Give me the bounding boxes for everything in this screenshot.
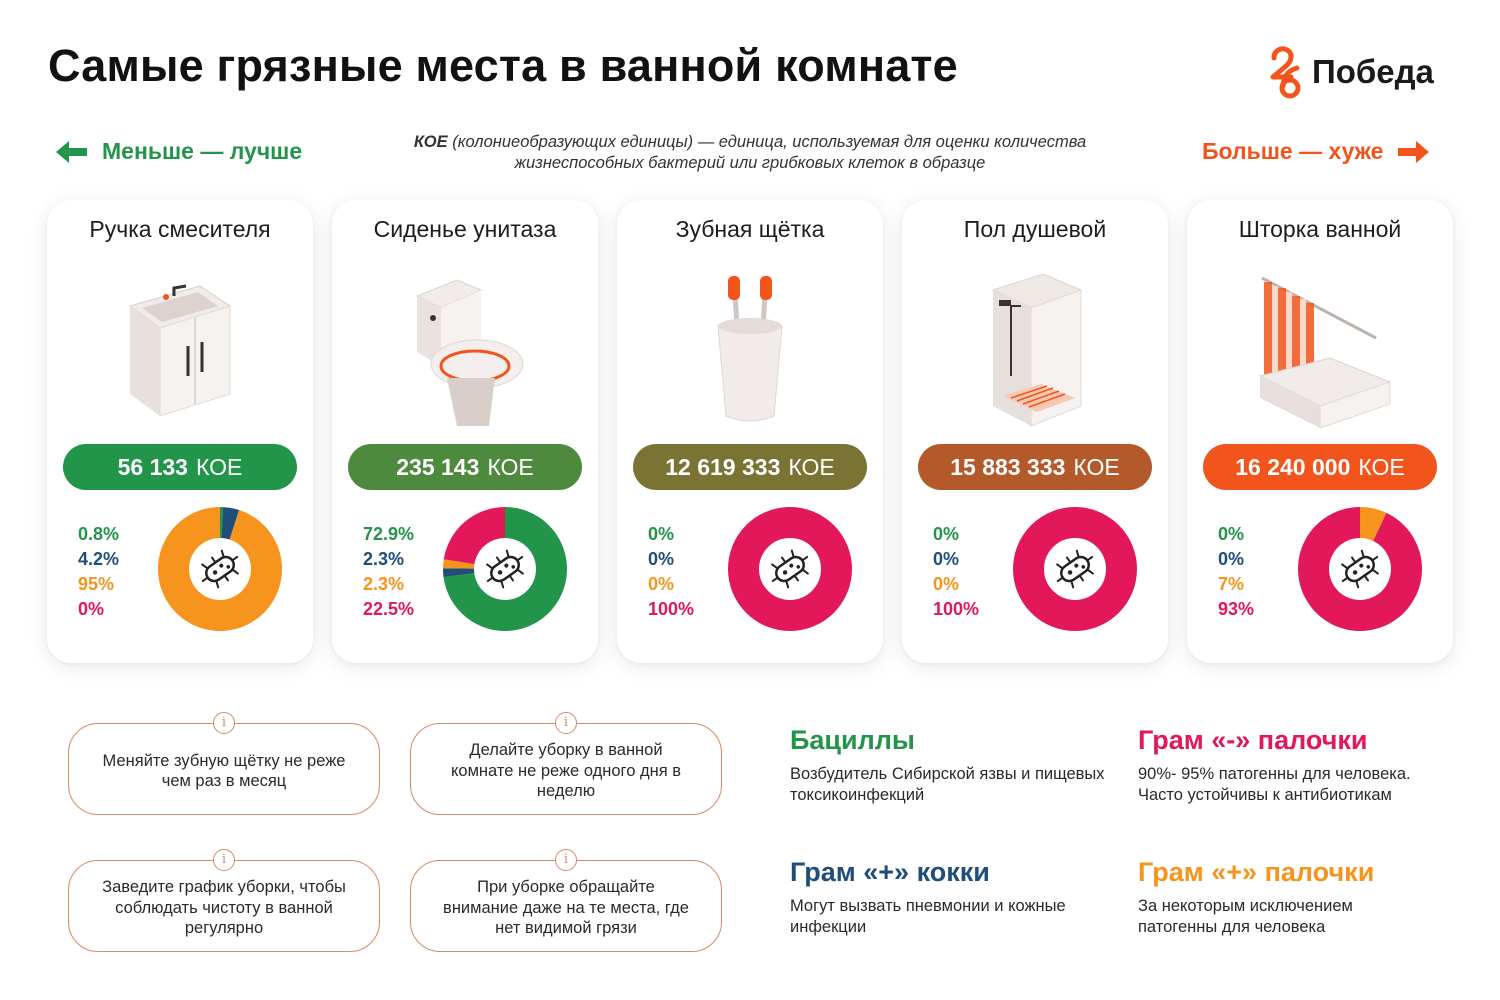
percent-gram-neg-rods: 93% (1218, 599, 1255, 619)
legend-less-is-better (56, 138, 302, 165)
percent-gram-neg-rods: 0% (78, 599, 105, 619)
info-icon: i (555, 712, 577, 734)
percent-gram-neg-rods: 100% (933, 599, 980, 619)
arrow-right-icon (1397, 141, 1429, 163)
tip-box (410, 851, 722, 952)
logo (1266, 44, 1434, 100)
card-faucet-handle (47, 200, 313, 663)
toilet-icon (385, 266, 545, 436)
arrow-left-icon (56, 141, 88, 163)
donut-chart (157, 506, 283, 632)
percent-bacilli: 0% (1218, 524, 1245, 544)
card-title: Пол душевой (963, 216, 1107, 242)
legend-more-is-worse (1202, 138, 1429, 165)
percent-gram-pos-cocci: 4.2% (78, 549, 120, 569)
card-title: Ручка смесителя (89, 216, 271, 242)
sink-cabinet-icon (100, 266, 260, 436)
tip-box (410, 714, 722, 815)
percent-gram-neg-rods: 100% (648, 599, 695, 619)
legend-right-label: Больше — хуже (1202, 138, 1384, 164)
card-title: Зубная щётка (675, 216, 825, 242)
donut-slice-gram-neg-rods (444, 507, 505, 564)
cfu-unit: КОЕ (487, 453, 534, 480)
percent-gram-pos-rods: 0% (933, 574, 960, 594)
percent-list (78, 522, 119, 622)
percent-gram-pos-cocci: 2.3% (363, 549, 405, 569)
note-term: КОЕ (413, 133, 448, 151)
card-title: Шторка ванной (1238, 216, 1402, 242)
cfu-value: 12 619 333 (665, 453, 781, 480)
cfu-value-pill (918, 444, 1152, 490)
percent-gram-pos-cocci: 0% (648, 549, 675, 569)
info-icon: i (555, 849, 577, 871)
cfu-unit: КОЕ (1073, 453, 1120, 480)
page-title: Самые грязные места в ванной комнате (48, 40, 958, 91)
percent-gram-pos-rods: 0% (648, 574, 675, 594)
donut-chart (727, 506, 853, 632)
percent-gram-neg-rods: 22.5% (363, 599, 415, 619)
donut-slice-gram-neg-rods (744, 523, 837, 616)
bacteria-desc: За некоторым исключением патогенны для человека (1138, 897, 1353, 936)
donut-slice-gram-neg-rods (1298, 507, 1422, 631)
percent-bacilli: 0% (933, 524, 960, 544)
tip-text: Делайте уборку в ванной комнате не реже одного дня в неделю (451, 741, 681, 801)
tip-box (68, 714, 380, 815)
cfu-unit: КОЕ (1358, 453, 1405, 480)
bacteria-name: Грам «-» палочки (1138, 725, 1368, 755)
donut-chart (1012, 506, 1138, 632)
bacterium-icon (765, 545, 815, 592)
bacteria-name: Бациллы (790, 725, 915, 755)
bacteria-name: Грам «+» палочки (1138, 857, 1375, 887)
tip-box (68, 851, 380, 952)
shower-cabin-icon (955, 266, 1115, 436)
donut-slice-gram-neg-rods (1029, 523, 1122, 616)
card-title: Сиденье унитаза (373, 216, 557, 242)
cfu-value-pill (633, 444, 867, 490)
percent-bacilli: 0% (648, 524, 675, 544)
donut-chart (442, 506, 568, 632)
legend-left-label: Меньше — лучше (102, 138, 303, 164)
donut-slice-gram-pos-rods (158, 507, 282, 631)
bacteria-desc: Могут вызвать пневмонии и кожные инфекции (790, 897, 1066, 936)
cfu-value: 235 143 (396, 453, 480, 480)
info-icon: i (213, 849, 235, 871)
cfu-value-pill (63, 444, 297, 490)
bacteria-desc: Возбудитель Сибирской язвы и пищевых токсикоинфекций (790, 765, 1105, 804)
toothbrush-cup-icon (670, 266, 830, 436)
bacteria-gram-pos-rods (1138, 857, 1468, 937)
bacterium-icon (1335, 545, 1385, 592)
bacteria-desc: 90%- 95% патогенны для человека. Часто устойчивы к антибиотикам (1138, 765, 1411, 804)
bacterium-icon (1050, 545, 1100, 592)
card-bath-curtain (1187, 200, 1453, 663)
percent-bacilli: 72.9% (363, 524, 415, 544)
percent-gram-pos-rods: 95% (78, 574, 115, 594)
percent-list (648, 522, 694, 622)
card-toothbrush (617, 200, 883, 663)
logo-mark-icon (1266, 44, 1306, 100)
bathtub-curtain-icon (1240, 266, 1400, 436)
percent-bacilli: 0.8% (78, 524, 120, 544)
tip-text: Заведите график уборки, чтобы соблюдать чистоту в ванной регулярно (102, 878, 346, 938)
cfu-unit: КОЕ (195, 453, 243, 480)
donut-chart (1297, 506, 1423, 632)
info-icon: i (213, 712, 235, 734)
card-shower-floor (902, 200, 1168, 663)
percent-gram-pos-rods: 7% (1218, 574, 1245, 594)
percent-list (363, 522, 414, 622)
bacteria-name: Грам «+» кокки (790, 857, 990, 887)
percent-gram-pos-rods: 2.3% (363, 574, 405, 594)
bacteria-bacilli (790, 725, 1120, 805)
cfu-definition-note (380, 132, 1120, 174)
percent-list (933, 522, 979, 622)
note-text: (колониеобразующих единицы) — единица, используемая для оценки количества жизнеспособных бактерий или грибковых клеток в образце (447, 133, 1087, 172)
cfu-value: 16 240 000 (1235, 453, 1351, 480)
bacteria-gram-pos-cocci (790, 857, 1120, 937)
bacterium-icon (195, 545, 245, 592)
cfu-value: 56 133 (117, 453, 188, 480)
bacteria-gram-neg-rods (1138, 725, 1468, 805)
percent-gram-pos-cocci: 0% (933, 549, 960, 569)
card-toilet-seat (332, 200, 598, 663)
cfu-unit: КОЕ (788, 453, 835, 480)
bacterium-icon (480, 545, 530, 592)
cfu-value-pill (348, 444, 582, 490)
tip-text: При уборке обращайте внимание даже на те места, где нет видимой грязи (443, 878, 689, 938)
percent-gram-pos-cocci: 0% (1218, 549, 1245, 569)
percent-list (1218, 522, 1254, 622)
cfu-value-pill (1203, 444, 1437, 490)
cfu-value: 15 883 333 (950, 453, 1066, 480)
tip-text: Меняйте зубную щётку не реже чем раз в месяц (102, 751, 346, 790)
logo-text: Победа (1312, 53, 1434, 90)
